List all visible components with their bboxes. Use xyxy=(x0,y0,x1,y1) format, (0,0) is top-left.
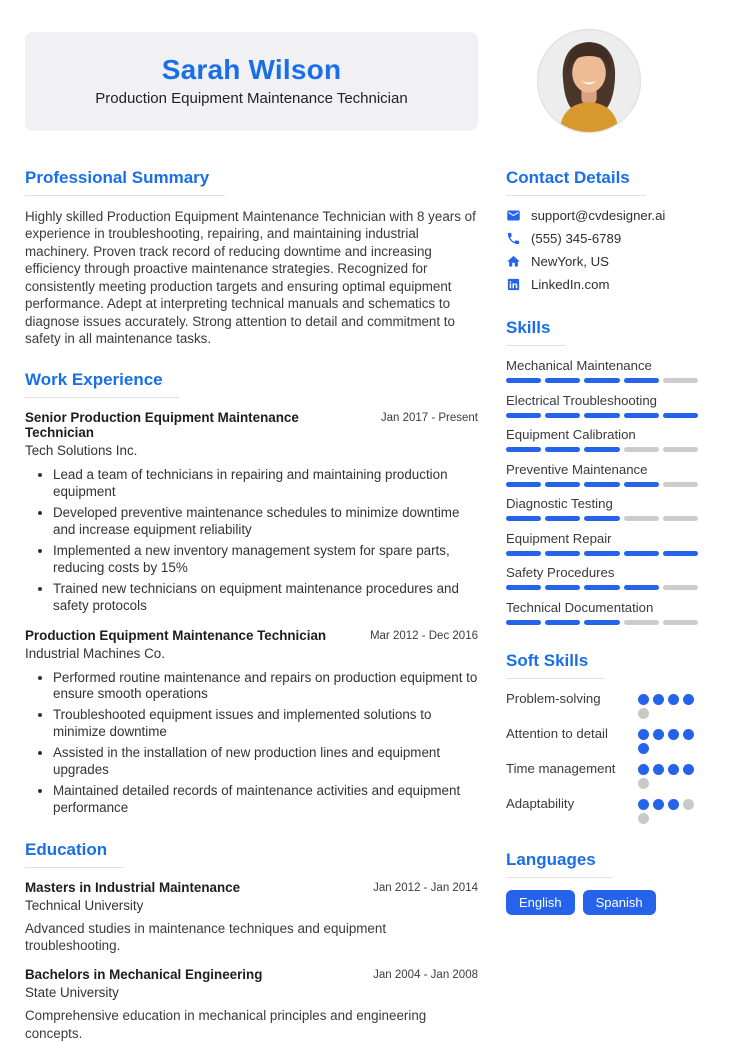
skill-label: Mechanical Maintenance xyxy=(506,358,652,373)
phone-icon xyxy=(506,231,521,246)
rating-dot xyxy=(683,729,694,740)
job-company: Industrial Machines Co. xyxy=(25,645,165,661)
skill-item xyxy=(506,565,698,590)
job-bullet: • Assisted in the installation of new production lines and equipment upgrades xyxy=(53,745,478,779)
soft-skill-rating xyxy=(638,726,698,754)
skill-label: Equipment Calibration xyxy=(506,427,636,442)
soft-skill-rating xyxy=(638,761,698,789)
job-entry xyxy=(25,628,478,817)
job-bullet: • Lead a team of technicians in repairing and maintaining production equipment xyxy=(53,467,478,501)
skill-bar-segment xyxy=(545,447,580,452)
languages-heading: Languages xyxy=(506,850,612,878)
job-bullet: • Maintained detailed records of maintenance activities and equipment performance xyxy=(53,783,478,817)
skill-label: Diagnostic Testing xyxy=(506,496,613,511)
skill-item xyxy=(506,358,698,383)
job-bullet: • Implemented a new inventory management system for spare parts, reducing costs by 15% xyxy=(53,543,478,577)
job-list xyxy=(25,410,478,816)
section-languages xyxy=(506,850,698,915)
skill-label: Electrical Troubleshooting xyxy=(506,392,658,408)
skill-item xyxy=(506,427,698,452)
skill-bar-segment xyxy=(545,551,580,556)
degree-entry xyxy=(25,880,478,955)
skill-bar xyxy=(506,551,698,556)
skill-bar-segment xyxy=(663,620,698,625)
skill-bar xyxy=(506,413,698,418)
job-bullets xyxy=(25,467,478,614)
degree-dates: Jan 2012 - Jan 2014 xyxy=(373,881,478,894)
skill-bar-segment xyxy=(584,447,619,452)
rating-dot xyxy=(668,729,679,740)
section-summary xyxy=(25,168,478,347)
rating-dot xyxy=(653,729,664,740)
skill-bar-segment xyxy=(506,378,541,383)
skill-item xyxy=(506,531,698,556)
skill-bar-segment xyxy=(506,620,541,625)
skill-bar-segment xyxy=(663,378,698,383)
skill-bar-segment xyxy=(506,447,541,452)
rating-dot xyxy=(638,729,649,740)
experience-heading: Work Experience xyxy=(25,370,179,398)
skill-label: Equipment Repair xyxy=(506,530,612,546)
skill-bar-segment xyxy=(584,551,619,556)
rating-dot xyxy=(668,764,679,775)
skill-item xyxy=(506,496,698,521)
contact-text: LinkedIn.com xyxy=(531,277,610,292)
contact-item[interactable] xyxy=(506,208,698,223)
email-icon xyxy=(506,208,521,223)
candidate-name: Sarah Wilson xyxy=(161,53,342,85)
language-pill[interactable]: Spanish xyxy=(583,890,656,915)
profile-photo xyxy=(478,28,700,134)
left-column xyxy=(25,168,478,1042)
skill-bar xyxy=(506,516,698,521)
skill-bar-segment xyxy=(584,378,619,383)
job-dates: Jan 2017 - Present xyxy=(380,412,478,425)
skill-bar-segment xyxy=(506,482,541,487)
soft-skill-item xyxy=(506,691,698,719)
skill-bar-segment xyxy=(624,620,659,625)
contact-item[interactable] xyxy=(506,231,698,246)
degree-list xyxy=(25,880,478,1042)
section-skills xyxy=(506,318,698,625)
skill-bar-segment xyxy=(624,413,659,418)
contact-list xyxy=(506,208,698,292)
skill-label: Preventive Maintenance xyxy=(506,461,648,477)
skill-bar-segment xyxy=(545,620,580,625)
skill-bar-segment xyxy=(624,551,659,556)
skill-item xyxy=(506,462,698,487)
degree-title: Masters in Industrial Maintenance xyxy=(25,879,241,895)
degree-description: Comprehensive education in mechanical principles and engineering concepts. xyxy=(25,1008,427,1041)
section-soft-skills xyxy=(506,651,698,824)
rating-dot xyxy=(638,708,649,719)
language-list xyxy=(506,890,698,915)
degree-dates: Jan 2004 - Jan 2008 xyxy=(373,969,478,982)
job-bullet: • Trained new technicians on equipment maintenance procedures and safety protocols xyxy=(53,581,478,615)
rating-dot xyxy=(638,813,649,824)
skill-bar xyxy=(506,620,698,625)
job-entry xyxy=(25,410,478,614)
skill-bar-segment xyxy=(624,482,659,487)
skill-bar-segment xyxy=(545,413,580,418)
rating-dot xyxy=(638,743,649,754)
job-title: Senior Production Equipment Maintenance Technician xyxy=(25,410,299,441)
skill-bar-segment xyxy=(545,585,580,590)
skill-bar-segment xyxy=(663,482,698,487)
header xyxy=(25,28,700,134)
education-heading: Education xyxy=(25,840,123,868)
skill-bar-segment xyxy=(506,585,541,590)
skills-heading: Skills xyxy=(506,318,566,346)
skill-item xyxy=(506,600,698,625)
degree-school: Technical University xyxy=(25,897,144,913)
soft-skills-heading: Soft Skills xyxy=(506,651,604,679)
rating-dot xyxy=(683,764,694,775)
linkedin-icon xyxy=(506,277,521,292)
home-icon xyxy=(506,254,521,269)
skill-bar-segment xyxy=(663,551,698,556)
contact-heading: Contact Details xyxy=(506,168,646,196)
job-bullet: • Developed preventive maintenance schedules to minimize downtime and increase equipment reliability xyxy=(53,505,478,539)
skills-list xyxy=(506,358,698,625)
contact-item[interactable] xyxy=(506,254,698,269)
contact-item[interactable] xyxy=(506,277,698,292)
rating-dot xyxy=(683,694,694,705)
summary-text: Highly skilled Production Equipment Maintenance Technician with 8 years of experience in troubleshooting, repairing, and maintaining industrial machinery. Proven track record of reducing downtime and increasing efficiency through proactive maintenance strategies. Recognized for consistently meeting production targets and ensuring optimal equipment performance. Adept at interpreting technical manuals and schematics to diagnose issues accurately. Strong attention to detail and commitment to safety in all maintenance tasks. xyxy=(25,209,476,346)
contact-text: support@cvdesigner.ai xyxy=(531,208,666,223)
skill-bar-segment xyxy=(506,551,541,556)
skill-bar-segment xyxy=(624,378,659,383)
soft-skill-label: Adaptability xyxy=(506,795,575,811)
skill-item xyxy=(506,393,698,418)
degree-entry xyxy=(25,967,478,1042)
rating-dot xyxy=(638,764,649,775)
avatar xyxy=(536,28,642,134)
rating-dot xyxy=(653,799,664,810)
contact-text: (555) 345-6789 xyxy=(531,231,622,246)
job-bullet: • Performed routine maintenance and repairs on production equipment to ensure smooth operations xyxy=(53,670,478,704)
skill-bar xyxy=(506,447,698,452)
rating-dot xyxy=(653,694,664,705)
skill-bar-segment xyxy=(584,482,619,487)
contact-text: NewYork, US xyxy=(531,254,609,269)
skill-bar-segment xyxy=(663,585,698,590)
job-bullets xyxy=(25,670,478,817)
right-column xyxy=(506,168,698,1042)
rating-dot xyxy=(638,694,649,705)
degree-title: Bachelors in Mechanical Engineering xyxy=(25,967,263,983)
soft-skill-item xyxy=(506,796,698,824)
rating-dot xyxy=(638,799,649,810)
rating-dot xyxy=(668,799,679,810)
skill-bar-segment xyxy=(663,447,698,452)
skill-bar-segment xyxy=(663,413,698,418)
rating-dot xyxy=(653,764,664,775)
rating-dot xyxy=(638,778,649,789)
section-experience xyxy=(25,370,478,816)
job-company: Tech Solutions Inc. xyxy=(25,443,138,459)
candidate-job-title: Production Equipment Maintenance Technician xyxy=(95,90,408,108)
skill-bar xyxy=(506,378,698,383)
skill-bar xyxy=(506,482,698,487)
degree-description: Advanced studies in maintenance techniques and equipment troubleshooting. xyxy=(25,920,387,954)
main-content xyxy=(25,168,700,1042)
skill-bar-segment xyxy=(624,585,659,590)
soft-skill-item xyxy=(506,761,698,789)
rating-dot xyxy=(668,694,679,705)
skill-bar-segment xyxy=(545,482,580,487)
skill-bar-segment xyxy=(584,413,619,418)
job-bullet: • Troubleshooted equipment issues and implemented solutions to minimize downtime xyxy=(53,707,478,741)
skill-bar-segment xyxy=(584,516,619,521)
skill-label: Safety Procedures xyxy=(506,565,615,580)
soft-skill-rating xyxy=(638,691,698,719)
section-contact xyxy=(506,168,698,292)
soft-skills-list xyxy=(506,691,698,824)
soft-skill-label: Problem-solving xyxy=(506,690,601,706)
language-pill[interactable]: English xyxy=(506,890,575,915)
soft-skill-label: Attention to detail xyxy=(506,725,608,741)
job-dates: Mar 2012 - Dec 2016 xyxy=(369,629,478,642)
rating-dot xyxy=(683,799,694,810)
header-card xyxy=(25,32,478,131)
skill-bar-segment xyxy=(545,378,580,383)
section-education xyxy=(25,840,478,1042)
summary-heading: Professional Summary xyxy=(25,168,225,196)
skill-bar-segment xyxy=(506,516,541,521)
soft-skill-label: Time management xyxy=(506,760,616,776)
skill-bar xyxy=(506,585,698,590)
skill-bar-segment xyxy=(624,516,659,521)
soft-skill-rating xyxy=(638,796,698,824)
degree-school: State University xyxy=(25,985,119,1001)
skill-bar-segment xyxy=(663,516,698,521)
skill-bar-segment xyxy=(506,413,541,418)
job-title: Production Equipment Maintenance Technician xyxy=(25,627,327,643)
skill-label: Technical Documentation xyxy=(506,599,654,615)
skill-bar-segment xyxy=(545,516,580,521)
skill-bar-segment xyxy=(584,585,619,590)
skill-bar-segment xyxy=(584,620,619,625)
skill-bar-segment xyxy=(624,447,659,452)
soft-skill-item xyxy=(506,726,698,754)
